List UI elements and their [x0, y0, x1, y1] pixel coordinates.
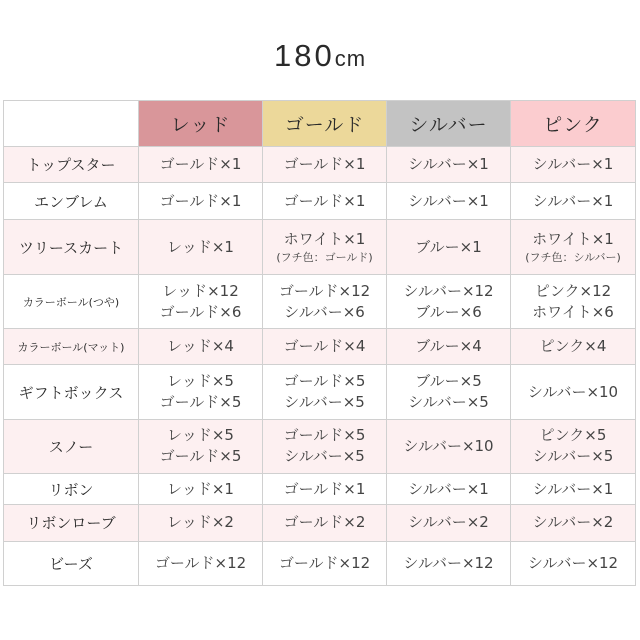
table-cell: [387, 419, 511, 473]
table-cell: [139, 183, 263, 220]
table-cell: [511, 274, 636, 328]
cell-line: シルバー×1: [532, 479, 614, 498]
table-cell: [511, 365, 636, 419]
cell-line: ブルー×5: [415, 372, 482, 391]
table-cell: [263, 419, 387, 473]
cell-line: ゴールド×1: [159, 155, 242, 174]
table-row: [4, 474, 636, 505]
cell-line: シルバー×5: [408, 393, 489, 412]
cell-line: レッド×1: [167, 479, 234, 498]
row-label: リボンローブ: [4, 505, 139, 541]
cell-line: シルバー×10: [527, 382, 619, 401]
table-cell: [387, 474, 511, 505]
table-cell: [139, 419, 263, 473]
table-cell: [387, 505, 511, 541]
cell-line: ゴールド×12: [278, 553, 371, 572]
row-label: カラーボール(マット): [4, 329, 139, 365]
table-cell: [139, 365, 263, 419]
table-row: [4, 541, 636, 585]
cell-line: シルバー×2: [408, 513, 489, 532]
cell-line: ゴールド×1: [283, 191, 366, 210]
cell-line: シルバー×10: [403, 436, 494, 455]
cell-line: ゴールド×5: [283, 372, 366, 391]
table-cell: [387, 220, 511, 274]
table-cell: [511, 220, 636, 274]
cell-line: シルバー×1: [408, 155, 489, 174]
row-label: ギフトボックス: [4, 365, 139, 419]
table-cell: [511, 474, 636, 505]
table-cell: [263, 147, 387, 183]
table-cell: [139, 505, 263, 541]
table-row: [4, 183, 636, 220]
cell-line: ゴールド×12: [154, 553, 247, 572]
cell-line: シルバー×1: [408, 191, 489, 210]
table-cell: [387, 329, 511, 365]
cell-line: ブルー×1: [415, 237, 482, 256]
table-row: [4, 220, 636, 274]
table-row: [4, 365, 636, 419]
cell-line: ホワイト×1: [532, 230, 614, 249]
cell-line: ホワイト×6: [532, 302, 614, 321]
table-cell: [511, 541, 636, 585]
cell-line: ゴールド×2: [283, 513, 366, 532]
table-cell: [139, 147, 263, 183]
cell-line: (フチ色：ゴールド): [276, 251, 373, 265]
table-cell: [387, 183, 511, 220]
contents-table: [3, 100, 636, 586]
header-row: [4, 101, 636, 147]
cell-line: (フチ色：シルバー): [525, 251, 621, 265]
row-label: トップスター: [4, 147, 139, 183]
row-label: ビーズ: [4, 541, 139, 585]
row-label: スノー: [4, 419, 139, 473]
row-label: リボン: [4, 474, 139, 505]
cell-line: ブルー×4: [415, 337, 482, 356]
table-cell: [511, 329, 636, 365]
cell-line: レッド×4: [167, 337, 234, 356]
cell-line: シルバー×1: [532, 191, 614, 210]
cell-line: ブルー×6: [415, 302, 482, 321]
table-cell: [263, 329, 387, 365]
cell-line: ゴールド×1: [283, 479, 366, 498]
cell-line: ゴールド×4: [283, 337, 366, 356]
cell-line: シルバー×5: [284, 447, 365, 466]
cell-line: ゴールド×5: [283, 426, 366, 445]
row-label: ツリースカート: [4, 220, 139, 274]
table-cell: [511, 147, 636, 183]
table-cell: [263, 541, 387, 585]
cell-line: シルバー×12: [403, 553, 494, 572]
table-row: [4, 505, 636, 541]
table-cell: [387, 365, 511, 419]
cell-line: ゴールド×5: [159, 447, 242, 466]
size-number: 180: [273, 38, 335, 73]
cell-line: レッド×2: [167, 513, 234, 532]
table-cell: [139, 541, 263, 585]
table-cell: [511, 419, 636, 473]
cell-line: レッド×5: [167, 372, 234, 391]
size-unit: cm: [334, 46, 367, 71]
table-cell: [387, 147, 511, 183]
cell-line: レッド×12: [162, 281, 239, 300]
cell-line: シルバー×5: [532, 447, 614, 466]
table-cell: [139, 474, 263, 505]
cell-line: ゴールド×12: [278, 281, 371, 300]
column-header: ピンク: [511, 101, 636, 147]
cell-line: シルバー×12: [403, 281, 494, 300]
row-label: カラーボール(つや): [4, 274, 139, 328]
cell-line: シルバー×1: [532, 155, 614, 174]
table-cell: [139, 329, 263, 365]
cell-line: シルバー×5: [284, 393, 365, 412]
cell-line: ゴールド×1: [283, 155, 366, 174]
page-title: [0, 38, 640, 74]
corner-cell: [4, 101, 139, 147]
cell-line: レッド×1: [167, 237, 234, 256]
cell-line: ホワイト×1: [283, 230, 366, 249]
table-body: [4, 147, 636, 586]
table-row: [4, 329, 636, 365]
table-cell: [263, 220, 387, 274]
cell-line: シルバー×2: [532, 513, 614, 532]
cell-line: ピンク×4: [539, 337, 607, 356]
cell-line: シルバー×1: [408, 479, 489, 498]
cell-line: ピンク×5: [539, 426, 607, 445]
table-cell: [263, 365, 387, 419]
table-cell: [387, 541, 511, 585]
table-row: [4, 274, 636, 328]
table-cell: [263, 474, 387, 505]
cell-line: ゴールド×5: [159, 393, 242, 412]
cell-line: ピンク×12: [534, 281, 612, 300]
column-header: レッド: [139, 101, 263, 147]
column-header: シルバー: [387, 101, 511, 147]
table-row: [4, 419, 636, 473]
cell-line: シルバー×12: [527, 553, 619, 572]
table-cell: [139, 274, 263, 328]
table-cell: [139, 220, 263, 274]
cell-line: ゴールド×6: [159, 302, 242, 321]
table-cell: [263, 274, 387, 328]
cell-line: レッド×5: [167, 426, 234, 445]
row-label: エンブレム: [4, 183, 139, 220]
table-cell: [263, 505, 387, 541]
table-row: [4, 147, 636, 183]
table-cell: [263, 183, 387, 220]
table-cell: [387, 274, 511, 328]
table-cell: [511, 505, 636, 541]
cell-line: シルバー×6: [284, 302, 365, 321]
column-header: ゴールド: [263, 101, 387, 147]
cell-line: ゴールド×1: [159, 191, 242, 210]
table-cell: [511, 183, 636, 220]
